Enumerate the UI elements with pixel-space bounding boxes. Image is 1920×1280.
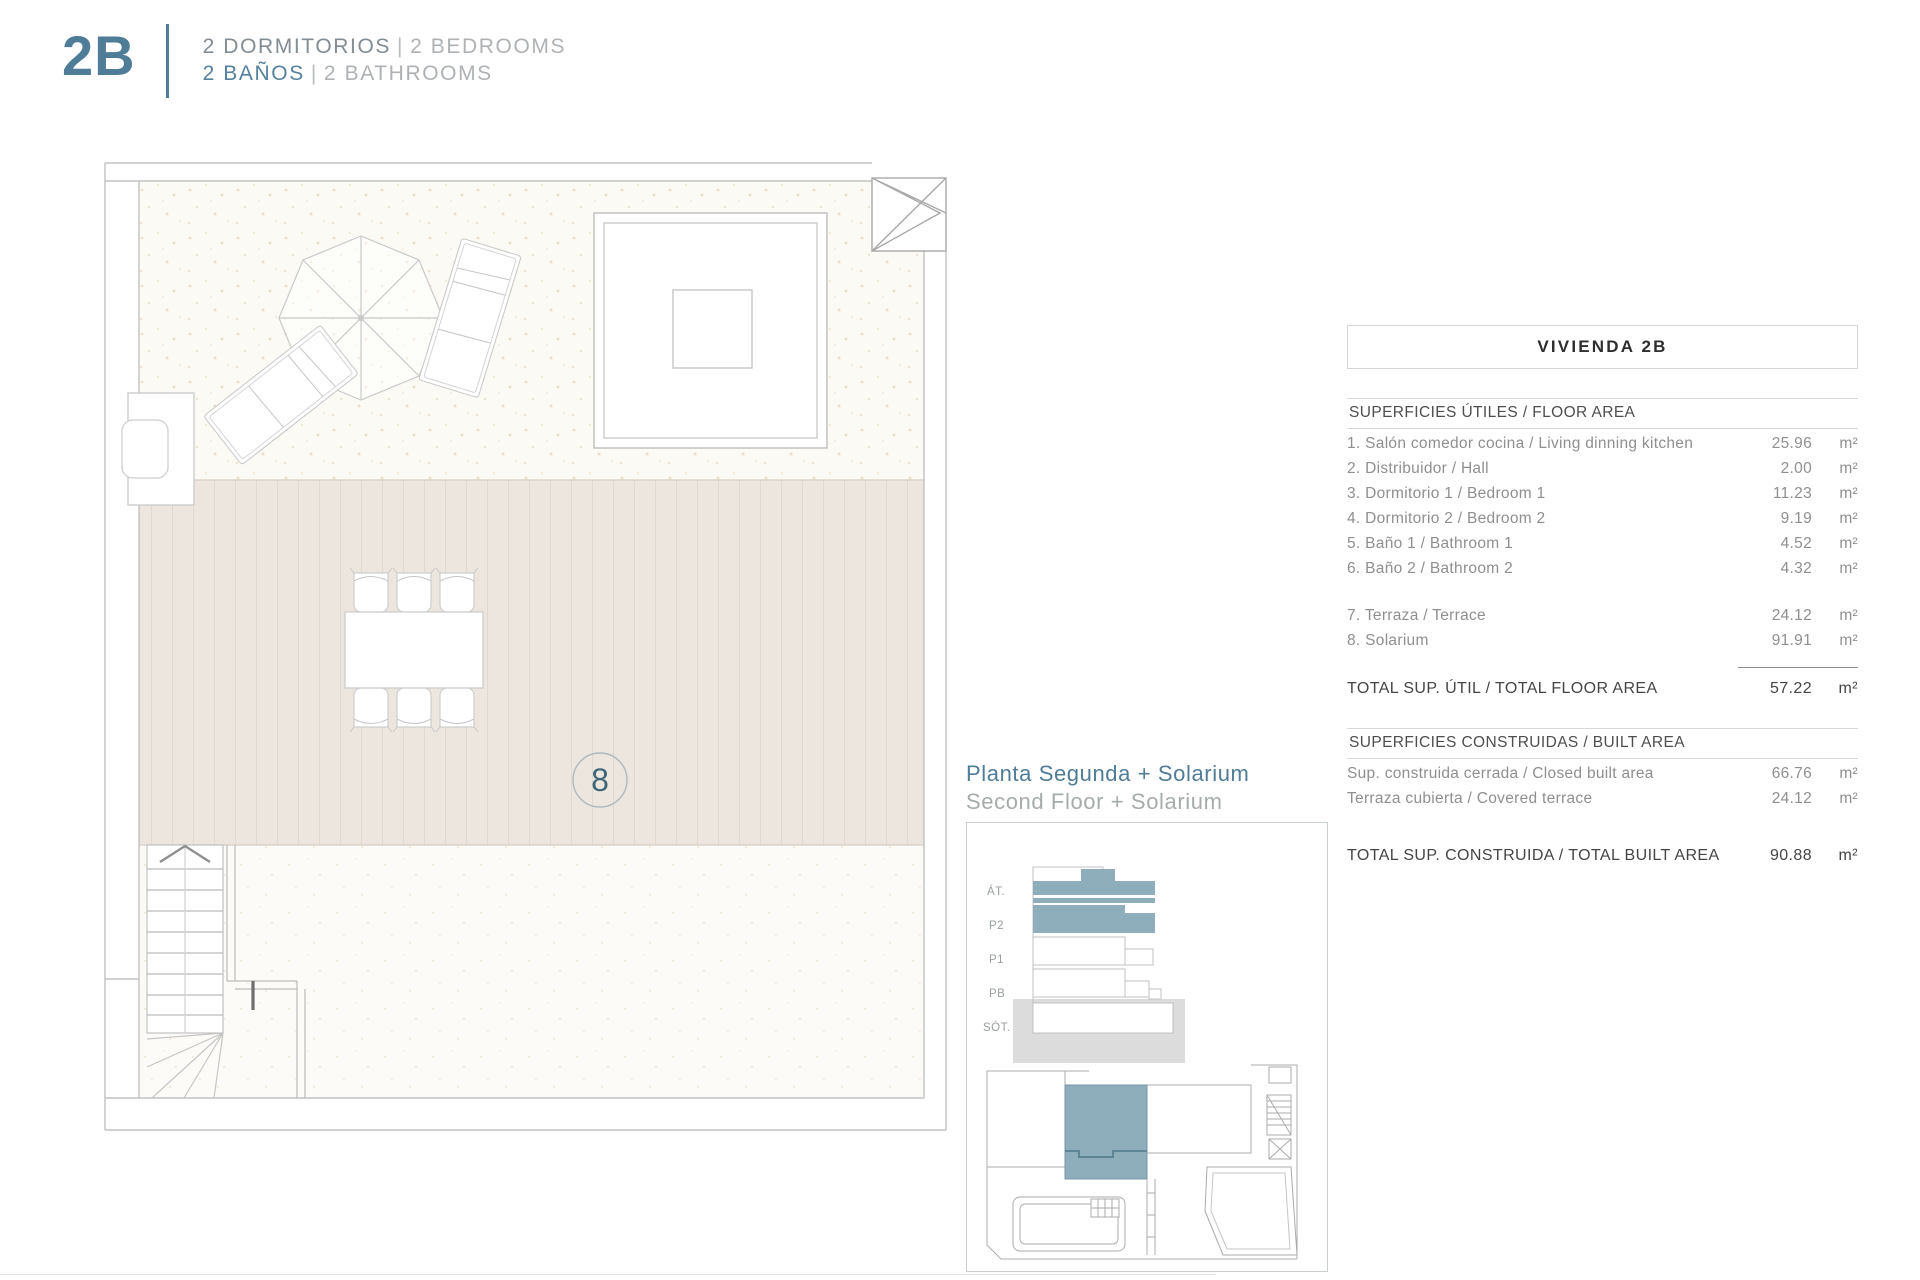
row-unit: m² xyxy=(1839,606,1858,624)
page-header xyxy=(62,24,566,98)
floor-label: SÓT. xyxy=(983,1022,1011,1034)
unit-highlight xyxy=(1065,1085,1147,1179)
row-value: 25.96 xyxy=(1771,434,1812,452)
row-unit: m² xyxy=(1839,789,1858,807)
area-row xyxy=(1347,761,1858,786)
location-label xyxy=(966,760,1249,816)
bedrooms-line xyxy=(203,33,567,60)
row-unit: m² xyxy=(1839,764,1858,782)
bathrooms-en: 2 BATHROOMS xyxy=(323,62,493,85)
header-divider xyxy=(166,24,169,98)
floor-label: ÁT. xyxy=(987,886,1006,898)
area-row xyxy=(1347,431,1858,456)
floor-plan xyxy=(88,133,968,1138)
row-label: Sup. construida cerrada / Closed built area xyxy=(1347,764,1654,782)
row-value: 4.32 xyxy=(1780,559,1812,577)
corridor xyxy=(1147,1179,1155,1255)
row-unit: m² xyxy=(1839,434,1858,452)
planter-basin xyxy=(122,393,194,505)
row-unit: m² xyxy=(1839,509,1858,527)
bedrooms-es: 2 DORMITORIOS xyxy=(202,35,392,58)
skylight-room xyxy=(594,213,827,448)
total-built-area-row xyxy=(1347,841,1858,871)
highlighted-floors xyxy=(1033,869,1155,933)
unit-code: 2B xyxy=(62,24,136,87)
total-label: TOTAL SUP. CONSTRUIDA / TOTAL BUILT AREA xyxy=(1347,847,1720,864)
row-unit: m² xyxy=(1839,559,1858,577)
chair xyxy=(436,688,478,732)
total-label: TOTAL SUP. ÚTIL / TOTAL FLOOR AREA xyxy=(1347,680,1658,697)
totals-divider xyxy=(1738,667,1858,668)
total-floor-area-row xyxy=(1347,674,1858,704)
row-label: 4. Dormitorio 2 / Bedroom 2 xyxy=(1347,509,1546,527)
vent-marker-icon xyxy=(872,178,946,251)
row-value: 2.00 xyxy=(1780,459,1812,477)
area-row xyxy=(1347,786,1858,811)
dining-table xyxy=(345,612,483,688)
row-label: Terraza cubierta / Covered terrace xyxy=(1347,789,1593,807)
area-row xyxy=(1347,531,1858,556)
row-unit: m² xyxy=(1839,631,1858,649)
floor-label: P2 xyxy=(989,920,1005,932)
chair xyxy=(350,688,392,732)
section-diagram xyxy=(983,867,1185,1063)
row-unit: m² xyxy=(1839,459,1858,477)
total-unit: m² xyxy=(1838,680,1858,697)
chair xyxy=(436,568,478,612)
bathrooms-line xyxy=(203,60,567,87)
floor-plan-drawing xyxy=(88,133,968,1138)
area-row xyxy=(1347,481,1858,506)
location-label-es: Planta Segunda + Solarium xyxy=(966,761,1250,786)
skylight xyxy=(673,290,752,368)
total-unit: m² xyxy=(1838,847,1858,864)
page-bottom-rule xyxy=(0,1274,1216,1275)
built-area-section-header: SUPERFICIES CONSTRUIDAS / BUILT AREA xyxy=(1347,728,1858,759)
row-label: 7. Terraza / Terrace xyxy=(1347,606,1486,624)
row-unit: m² xyxy=(1839,534,1858,552)
lower-terrace-area xyxy=(139,845,924,1098)
total-value: 57.22 xyxy=(1769,680,1812,697)
floor-area-section-header: SUPERFICIES ÚTILES / FLOOR AREA xyxy=(1347,398,1858,429)
angled-unit xyxy=(1205,1167,1297,1255)
row-value: 11.23 xyxy=(1772,484,1812,502)
chair xyxy=(350,568,392,612)
separator: | xyxy=(310,62,318,85)
pool xyxy=(1013,1197,1125,1251)
floor-label: PB xyxy=(989,988,1006,1000)
table-title: VIVIENDA 2B xyxy=(1347,325,1858,369)
dining-set xyxy=(345,568,483,732)
location-label-en: Second Floor + Solarium xyxy=(966,789,1223,814)
row-label: 3. Dormitorio 1 / Bedroom 1 xyxy=(1347,484,1546,502)
wood-deck-terrace xyxy=(139,480,924,845)
area-row xyxy=(1347,506,1858,531)
key-plan xyxy=(987,1065,1297,1259)
total-value: 90.88 xyxy=(1769,847,1812,864)
floor-label: P1 xyxy=(989,954,1005,966)
service-core xyxy=(1267,1067,1291,1159)
area-table xyxy=(1347,325,1858,871)
area-row xyxy=(1347,603,1858,628)
area-row xyxy=(1347,628,1858,653)
row-value: 4.52 xyxy=(1780,534,1812,552)
floor-labels xyxy=(983,885,1011,1034)
bedrooms-en: 2 BEDROOMS xyxy=(410,35,567,58)
key-diagrams xyxy=(967,823,1324,1268)
row-label: 8. Solarium xyxy=(1347,631,1429,649)
header-subtitle xyxy=(203,24,567,87)
chair xyxy=(393,568,435,612)
separator: | xyxy=(397,35,405,58)
row-label: 5. Baño 1 / Bathroom 1 xyxy=(1347,534,1514,552)
row-label: 1. Salón comedor cocina / Living dinning kitchen xyxy=(1347,434,1694,452)
room-number: 8 xyxy=(591,762,609,798)
row-value: 66.76 xyxy=(1771,764,1812,782)
row-value: 24.12 xyxy=(1771,606,1812,624)
row-unit: m² xyxy=(1839,484,1858,502)
bathrooms-es: 2 BAÑOS xyxy=(202,62,305,85)
row-label: 2. Distribuidor / Hall xyxy=(1347,459,1489,477)
row-value: 24.12 xyxy=(1771,789,1812,807)
row-label: 6. Baño 2 / Bathroom 2 xyxy=(1347,559,1514,577)
area-row xyxy=(1347,556,1858,581)
key-plan-box xyxy=(966,822,1328,1272)
area-row xyxy=(1347,456,1858,481)
row-value: 9.19 xyxy=(1780,509,1812,527)
row-value: 91.91 xyxy=(1771,631,1812,649)
chair xyxy=(393,688,435,732)
